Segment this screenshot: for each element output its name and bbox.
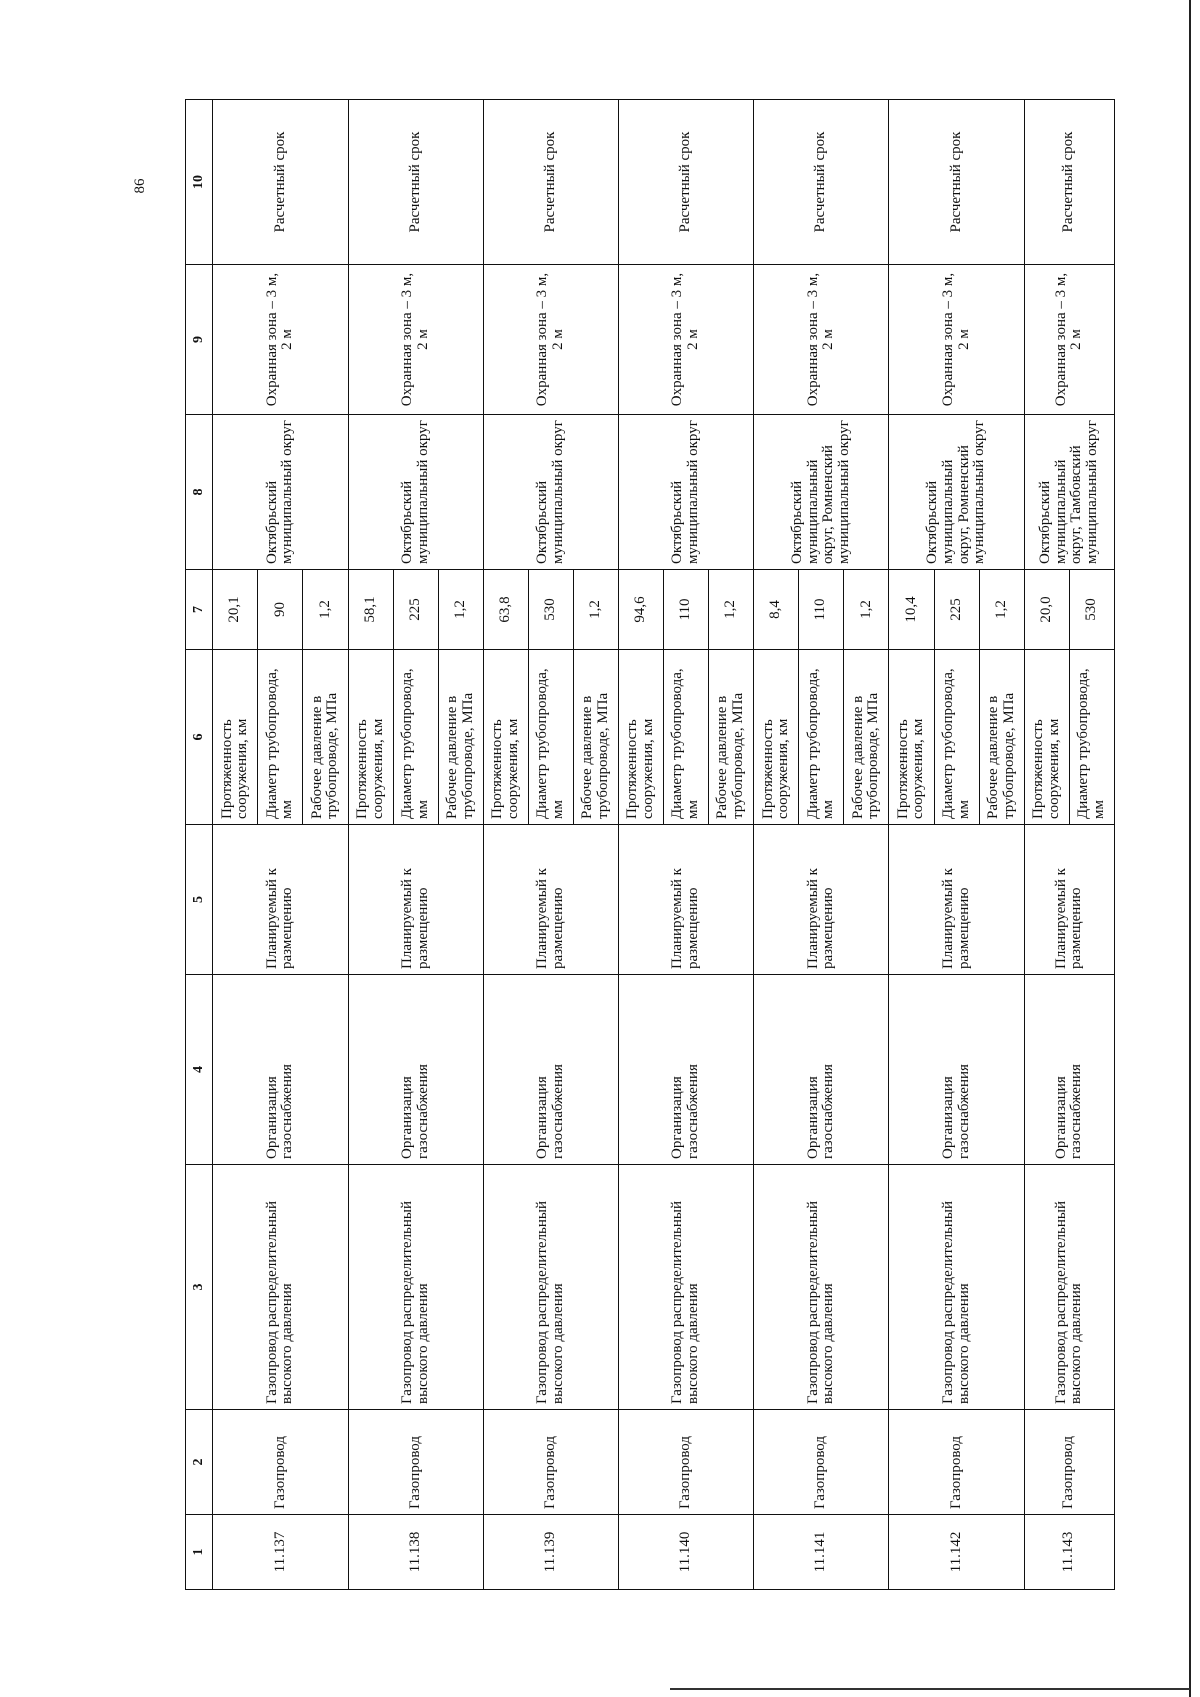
parameter-label: Протяженность сооружения, км <box>1024 650 1069 825</box>
column-number-cell: 9 <box>186 265 213 415</box>
parameter-value: 8,4 <box>754 570 799 650</box>
parameter-value: 1,2 <box>979 570 1024 650</box>
row-number: 11.137 <box>213 1515 348 1590</box>
table-row <box>754 100 799 1590</box>
table-body <box>186 100 1115 1590</box>
implementation-term: Расчетный срок <box>213 100 348 265</box>
location-district: Октябрьский муниципальный округ, Ромненский муниципальный округ <box>754 415 889 570</box>
parameter-value: 225 <box>934 570 979 650</box>
object-purpose: Газопровод распределительный высокого давления <box>618 1165 753 1410</box>
column-number-header-row <box>186 100 213 1590</box>
table-row <box>618 100 663 1590</box>
parameter-label: Рабочее давление в трубопроводе, МПа <box>709 650 754 825</box>
table-row <box>1024 100 1069 1590</box>
column-number-cell: 3 <box>186 1165 213 1410</box>
location-district: Октябрьский муниципальный округ <box>348 415 483 570</box>
parameter-label: Рабочее давление в трубопроводе, МПа <box>303 650 348 825</box>
parameter-value: 1,2 <box>844 570 889 650</box>
object-name: Газопровод <box>483 1410 618 1515</box>
responsible-organization: Организация газоснабжения <box>1024 975 1114 1165</box>
row-number: 11.141 <box>754 1515 889 1590</box>
parameter-label: Диаметр трубопровода, мм <box>393 650 438 825</box>
object-status: Планируемый к размещению <box>348 825 483 975</box>
parameter-label: Протяженность сооружения, км <box>348 650 393 825</box>
parameter-label: Протяженность сооружения, км <box>213 650 258 825</box>
object-name: Газопровод <box>618 1410 753 1515</box>
location-district: Октябрьский муниципальный округ <box>483 415 618 570</box>
parameter-label: Диаметр трубопровода, мм <box>799 650 844 825</box>
parameter-label: Диаметр трубопровода, мм <box>1069 650 1114 825</box>
page-edge-line <box>1189 0 1191 1697</box>
parameter-label: Диаметр трубопровода, мм <box>934 650 979 825</box>
location-district: Октябрьский муниципальный округ <box>618 415 753 570</box>
protection-zone: Охранная зона – 3 м, 2 м <box>618 265 753 415</box>
table-row <box>348 100 393 1590</box>
parameter-label: Рабочее давление в трубопроводе, МПа <box>979 650 1024 825</box>
object-name: Газопровод <box>348 1410 483 1515</box>
parameter-value: 20,0 <box>1024 570 1069 650</box>
responsible-organization: Организация газоснабжения <box>213 975 348 1165</box>
location-district: Октябрьский муниципальный округ, Ромненский муниципальный округ <box>889 415 1024 570</box>
parameter-value: 110 <box>799 570 844 650</box>
object-purpose: Газопровод распределительный высокого давления <box>754 1165 889 1410</box>
parameter-label: Рабочее давление в трубопроводе, МПа <box>573 650 618 825</box>
parameter-value: 530 <box>528 570 573 650</box>
object-name: Газопровод <box>754 1410 889 1515</box>
protection-zone: Охранная зона – 3 м, 2 м <box>754 265 889 415</box>
parameter-value: 1,2 <box>303 570 348 650</box>
column-number-cell: 4 <box>186 975 213 1165</box>
responsible-organization: Организация газоснабжения <box>889 975 1024 1165</box>
parameter-label: Диаметр трубопровода, мм <box>258 650 303 825</box>
parameter-label: Протяженность сооружения, км <box>754 650 799 825</box>
object-purpose: Газопровод распределительный высокого давления <box>213 1165 348 1410</box>
object-name: Газопровод <box>1024 1410 1114 1515</box>
parameter-value: 58,1 <box>348 570 393 650</box>
row-number: 11.140 <box>618 1515 753 1590</box>
row-number: 11.142 <box>889 1515 1024 1590</box>
object-name: Газопровод <box>889 1410 1024 1515</box>
parameter-value: 10,4 <box>889 570 934 650</box>
object-purpose: Газопровод распределительный высокого давления <box>889 1165 1024 1410</box>
object-status: Планируемый к размещению <box>754 825 889 975</box>
row-number: 11.139 <box>483 1515 618 1590</box>
implementation-term: Расчетный срок <box>889 100 1024 265</box>
parameter-value: 530 <box>1069 570 1114 650</box>
rotated-table-container <box>185 100 1115 1590</box>
parameter-label: Диаметр трубопровода, мм <box>528 650 573 825</box>
object-purpose: Газопровод распределительный высокого давления <box>483 1165 618 1410</box>
parameter-label: Протяженность сооружения, км <box>618 650 663 825</box>
parameter-label: Рабочее давление в трубопроводе, МПа <box>844 650 889 825</box>
parameter-label: Диаметр трубопровода, мм <box>664 650 709 825</box>
object-status: Планируемый к размещению <box>618 825 753 975</box>
protection-zone: Охранная зона – 3 м, 2 м <box>889 265 1024 415</box>
column-number-cell: 8 <box>186 415 213 570</box>
table-row <box>889 100 934 1590</box>
column-number-cell: 6 <box>186 650 213 825</box>
column-number-cell: 1 <box>186 1515 213 1590</box>
parameter-value: 63,8 <box>483 570 528 650</box>
implementation-term: Расчетный срок <box>348 100 483 265</box>
implementation-term: Расчетный срок <box>618 100 753 265</box>
protection-zone: Охранная зона – 3 м, 2 м <box>348 265 483 415</box>
parameter-value: 110 <box>664 570 709 650</box>
parameter-value: 1,2 <box>573 570 618 650</box>
responsible-organization: Организация газоснабжения <box>618 975 753 1165</box>
location-district: Октябрьский муниципальный округ, Тамбовский муниципальный округ <box>1024 415 1114 570</box>
protection-zone: Охранная зона – 3 м, 2 м <box>213 265 348 415</box>
responsible-organization: Организация газоснабжения <box>483 975 618 1165</box>
page-number: 86 <box>132 178 148 194</box>
protection-zone: Охранная зона – 3 м, 2 м <box>483 265 618 415</box>
implementation-term: Расчетный срок <box>483 100 618 265</box>
pipeline-table <box>185 99 1115 1590</box>
object-name: Газопровод <box>213 1410 348 1515</box>
row-number: 11.143 <box>1024 1515 1114 1590</box>
column-number-cell: 10 <box>186 100 213 265</box>
parameter-value: 225 <box>393 570 438 650</box>
object-purpose: Газопровод распределительный высокого давления <box>348 1165 483 1410</box>
table-row <box>213 100 258 1590</box>
object-status: Планируемый к размещению <box>213 825 348 975</box>
responsible-organization: Организация газоснабжения <box>754 975 889 1165</box>
parameter-label: Протяженность сооружения, км <box>889 650 934 825</box>
column-number-cell: 5 <box>186 825 213 975</box>
row-number: 11.138 <box>348 1515 483 1590</box>
parameter-value: 1,2 <box>709 570 754 650</box>
implementation-term: Расчетный срок <box>754 100 889 265</box>
parameter-label: Протяженность сооружения, км <box>483 650 528 825</box>
parameter-value: 94,6 <box>618 570 663 650</box>
object-status: Планируемый к размещению <box>483 825 618 975</box>
parameter-label: Рабочее давление в трубопроводе, МПа <box>438 650 483 825</box>
column-number-cell: 7 <box>186 570 213 650</box>
object-purpose: Газопровод распределительный высокого давления <box>1024 1165 1114 1410</box>
location-district: Октябрьский муниципальный округ <box>213 415 348 570</box>
protection-zone: Охранная зона – 3 м, 2 м <box>1024 265 1114 415</box>
page-edge-line <box>670 1688 1190 1690</box>
column-number-cell: 2 <box>186 1410 213 1515</box>
object-status: Планируемый к размещению <box>1024 825 1114 975</box>
responsible-organization: Организация газоснабжения <box>348 975 483 1165</box>
parameter-value: 90 <box>258 570 303 650</box>
parameter-value: 1,2 <box>438 570 483 650</box>
parameter-value: 20,1 <box>213 570 258 650</box>
object-status: Планируемый к размещению <box>889 825 1024 975</box>
implementation-term: Расчетный срок <box>1024 100 1114 265</box>
table-row <box>483 100 528 1590</box>
